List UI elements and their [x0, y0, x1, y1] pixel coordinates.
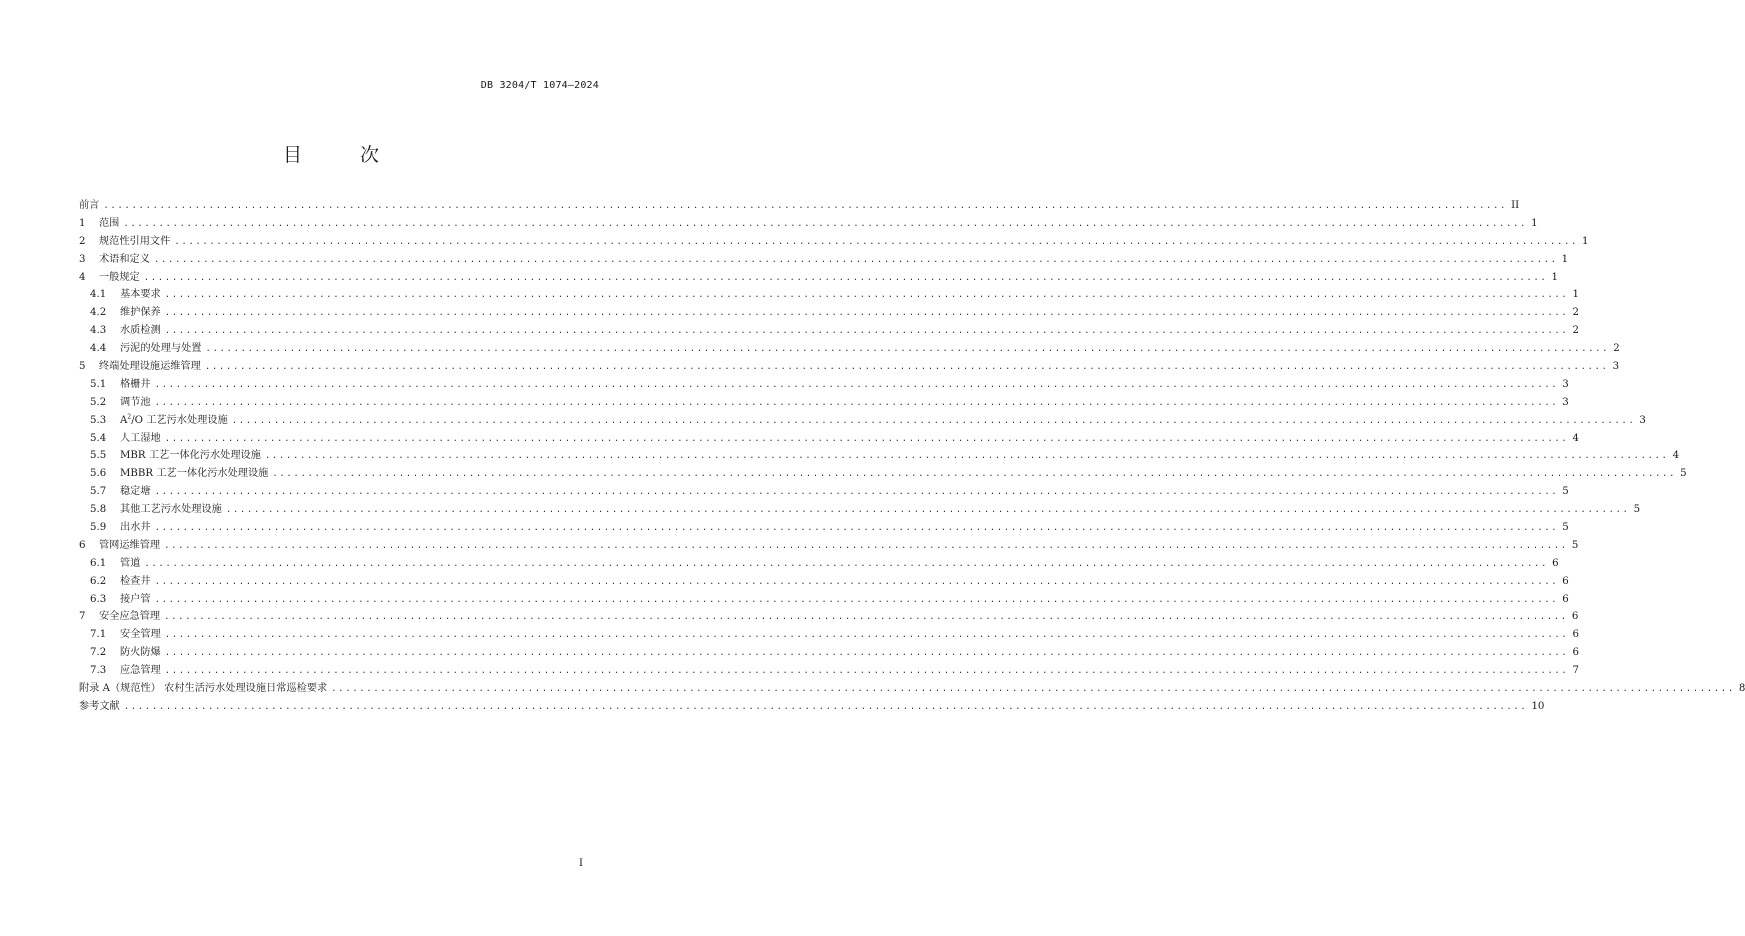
toc-entry-page: 1	[1551, 271, 1558, 283]
dot-leader: ........................................................................................................................................................................................................	[153, 254, 1558, 265]
document-code: DB 3204/T 1074—2024	[480, 80, 599, 91]
toc-entry-title: 管道	[120, 557, 141, 569]
toc-entry[interactable]	[79, 411, 1646, 429]
toc-entry-number: 5.7	[90, 486, 107, 498]
dot-leader: ........................................................................................................................................................................................................	[174, 236, 1579, 247]
dot-leader: ........................................................................................................................................................................................................	[225, 505, 1630, 516]
toc-entry-page: 5	[1562, 486, 1569, 498]
toc-entry-title: 一般规定	[99, 271, 140, 283]
toc-entry-page: 7	[1572, 665, 1579, 677]
toc-entry-title: 防火防爆	[120, 647, 161, 659]
toc-entry-number: 7.1	[90, 629, 107, 641]
toc-entry-title: MBBR 工艺一体化污水处理设施	[120, 468, 269, 480]
toc-entry[interactable]	[79, 554, 1559, 572]
toc-entry-number: 6.3	[90, 593, 107, 605]
dot-leader: ........................................................................................................................................................................................................	[144, 558, 1549, 569]
toc-entry[interactable]	[79, 285, 1579, 303]
toc-entry-title: 安全应急管理	[99, 611, 161, 623]
dot-leader: ........................................................................................................................................................................................................	[272, 469, 1677, 480]
toc-entry-number: 5	[79, 361, 86, 373]
dot-leader: ........................................................................................................................................................................................................	[164, 290, 1569, 301]
toc-entry-page: 3	[1639, 414, 1646, 426]
toc-entry-page: 5	[1562, 522, 1569, 534]
toc-entry[interactable]	[79, 625, 1579, 643]
toc-entry[interactable]	[79, 196, 1520, 214]
dot-leader: ........................................................................................................................................................................................................	[164, 540, 1568, 551]
toc-entry-number: 5.9	[90, 522, 107, 534]
toc-entry-page: 8	[1738, 683, 1745, 695]
toc-entry-page: 10	[1531, 700, 1545, 712]
toc-entry-page: II	[1511, 200, 1520, 211]
toc-entry-page: 1	[1561, 253, 1569, 265]
toc-entry-number: 4	[79, 271, 86, 283]
toc-entry-title: 污泥的处理与处置	[120, 343, 202, 355]
toc-entry[interactable]	[79, 679, 1745, 697]
dot-leader: ........................................................................................................................................................................................................	[154, 523, 1559, 534]
toc-entry-page: 4	[1572, 432, 1579, 444]
toc-entry-title: 格栅井	[120, 378, 151, 390]
dot-leader: ........................................................................................................................................................................................................	[204, 362, 1609, 373]
toc-entry-title: 安全管理	[120, 629, 161, 641]
dot-leader: ........................................................................................................................................................................................................	[154, 379, 1559, 390]
dot-leader: ........................................................................................................................................................................................................	[331, 684, 1735, 695]
toc-entry[interactable]	[79, 482, 1569, 500]
toc-entry-page: 6	[1562, 593, 1569, 605]
toc-entry[interactable]	[79, 518, 1569, 536]
toc-entry-page: 4	[1672, 450, 1680, 462]
toc-entry[interactable]	[79, 321, 1579, 339]
toc-entry-page: 1	[1582, 235, 1589, 247]
toc-entry-number: 1	[79, 217, 86, 229]
toc-entry[interactable]	[79, 536, 1579, 554]
toc-entry-title: 前言	[79, 200, 100, 211]
toc-entry-title: 终端处理设施运维管理	[99, 361, 201, 373]
toc-entry-number: 4.1	[90, 289, 107, 301]
dot-leader: ........................................................................................................................................................................................................	[154, 594, 1559, 605]
toc-entry-number: 6.1	[90, 557, 107, 569]
toc-entry-number: 5.3	[90, 414, 107, 426]
toc-entry-number: 5.4	[90, 432, 107, 444]
toc-entry-page: 5	[1633, 504, 1641, 516]
toc-entry[interactable]	[79, 464, 1687, 482]
toc-entry-number: 3	[79, 253, 86, 265]
toc-entry-page: 1	[1531, 217, 1538, 229]
toc-entry-title: MBR 工艺一体化污水处理设施	[120, 450, 261, 462]
toc-entry[interactable]	[79, 232, 1589, 250]
toc-entry[interactable]	[79, 429, 1579, 447]
toc-entry-page: 3	[1562, 396, 1569, 408]
toc-entry[interactable]	[79, 661, 1579, 679]
dot-leader: ........................................................................................................................................................................................................	[164, 630, 1569, 641]
toc-entry-page: 3	[1612, 361, 1620, 373]
dot-leader: ........................................................................................................................................................................................................	[103, 201, 1508, 211]
toc-entry-number: 7.3	[90, 665, 107, 677]
dot-leader: ........................................................................................................................................................................................................	[154, 576, 1559, 587]
toc-entry-number: 4.4	[90, 343, 107, 355]
dot-leader: ........................................................................................................................................................................................................	[154, 397, 1559, 408]
dot-leader: ........................................................................................................................................................................................................	[164, 666, 1569, 677]
dot-leader: ........................................................................................................................................................................................................	[154, 487, 1559, 498]
toc-entry[interactable]	[79, 393, 1569, 411]
toc-entry-page: 5	[1571, 539, 1579, 551]
superscript: 2	[127, 413, 132, 421]
toc-entry-number: 5.1	[90, 378, 107, 390]
toc-entry-number: 5.8	[90, 504, 107, 516]
toc-entry[interactable]	[79, 500, 1641, 518]
toc-entry-number: 4.2	[90, 307, 107, 319]
toc-entry[interactable]	[79, 357, 1620, 375]
toc-entry-title: 应急管理	[120, 665, 161, 677]
dot-leader: ........................................................................................................................................................................................................	[123, 218, 1528, 229]
dot-leader: ........................................................................................................................................................................................................	[264, 451, 1669, 462]
toc-entry[interactable]	[79, 572, 1569, 590]
toc-entry-title: 接户管	[120, 593, 151, 605]
toc-entry-title: 维护保养	[120, 307, 161, 319]
dot-leader: ........................................................................................................................................................................................................	[164, 308, 1569, 319]
toc-entry-title: 出水井	[120, 522, 151, 534]
toc-entry-page: 6	[1552, 557, 1559, 569]
toc-entry-number: 6.2	[90, 575, 107, 587]
toc-entry-title: 其他工艺污水处理设施	[120, 504, 222, 516]
toc-entry[interactable]	[79, 250, 1569, 268]
toc-entry[interactable]	[79, 697, 1545, 715]
toc-entry-page: 2	[1572, 325, 1579, 337]
toc-entry[interactable]	[79, 214, 1538, 232]
table-of-contents	[79, 196, 1745, 715]
toc-entry[interactable]	[79, 268, 1558, 286]
dot-leader: ........................................................................................................................................................................................................	[164, 612, 1568, 623]
toc-entry[interactable]	[79, 375, 1569, 393]
toc-entry-number: 5.2	[90, 396, 107, 408]
toc-entry-number: 7.2	[90, 647, 107, 659]
toc-entry-page: 3	[1562, 378, 1569, 390]
toc-entry[interactable]	[79, 446, 1680, 464]
toc-entry-page: 6	[1572, 647, 1579, 659]
toc-entry[interactable]	[79, 339, 1620, 357]
toc-entry[interactable]	[79, 643, 1579, 661]
toc-entry-page: 1	[1572, 289, 1579, 301]
toc-entry[interactable]	[79, 607, 1579, 625]
toc-entry-title: 附录 A（规范性） 农村生活污水处理设施日常巡检要求	[79, 683, 328, 695]
toc-entry[interactable]	[79, 590, 1569, 608]
toc-entry-title: 人工湿地	[120, 432, 161, 444]
toc-entry-number: 5.6	[90, 468, 107, 480]
dot-leader: ........................................................................................................................................................................................................	[143, 272, 1548, 283]
toc-entry-title: 术语和定义	[99, 253, 150, 265]
page-number: I	[579, 858, 583, 869]
dot-leader: ........................................................................................................................................................................................................	[123, 701, 1528, 712]
dot-leader: ........................................................................................................................................................................................................	[205, 344, 1610, 355]
toc-entry-title: 规范性引用文件	[99, 235, 171, 247]
toc-entry-number: 4.3	[90, 325, 107, 337]
dot-leader: ........................................................................................................................................................................................................	[164, 433, 1569, 444]
toc-entry-title: 水质检测	[120, 325, 161, 337]
toc-entry-page: 6	[1571, 611, 1579, 623]
dot-leader: ........................................................................................................................................................................................................	[231, 415, 1636, 426]
toc-entry-title: 稳定塘	[120, 486, 151, 498]
toc-entry-page: 5	[1680, 468, 1687, 480]
toc-entry-number: 5.5	[90, 450, 107, 462]
dot-leader: ........................................................................................................................................................................................................	[164, 326, 1569, 337]
toc-entry-title: $A^2/O$ 工艺污水处理设施	[120, 413, 228, 426]
page-title: 目 次	[282, 144, 406, 166]
toc-entry-page: 6	[1562, 575, 1569, 587]
toc-entry-title: 范围	[99, 217, 120, 229]
toc-entry-title: 调节池	[120, 396, 151, 408]
toc-entry-title: 基本要求	[120, 289, 161, 301]
toc-entry-title: 检查井	[120, 575, 151, 587]
toc-entry-page: 2	[1613, 343, 1620, 355]
toc-entry-title: 参考文献	[79, 700, 120, 712]
toc-entry-number: 6	[79, 539, 86, 551]
toc-entry-page: 2	[1572, 307, 1579, 319]
toc-entry-number: 7	[79, 611, 86, 623]
dot-leader: ........................................................................................................................................................................................................	[164, 648, 1569, 659]
toc-entry-page: 6	[1572, 629, 1579, 641]
toc-entry[interactable]	[79, 303, 1579, 321]
toc-entry-number: 2	[79, 235, 86, 247]
toc-entry-title: 管网运维管理	[99, 539, 161, 551]
